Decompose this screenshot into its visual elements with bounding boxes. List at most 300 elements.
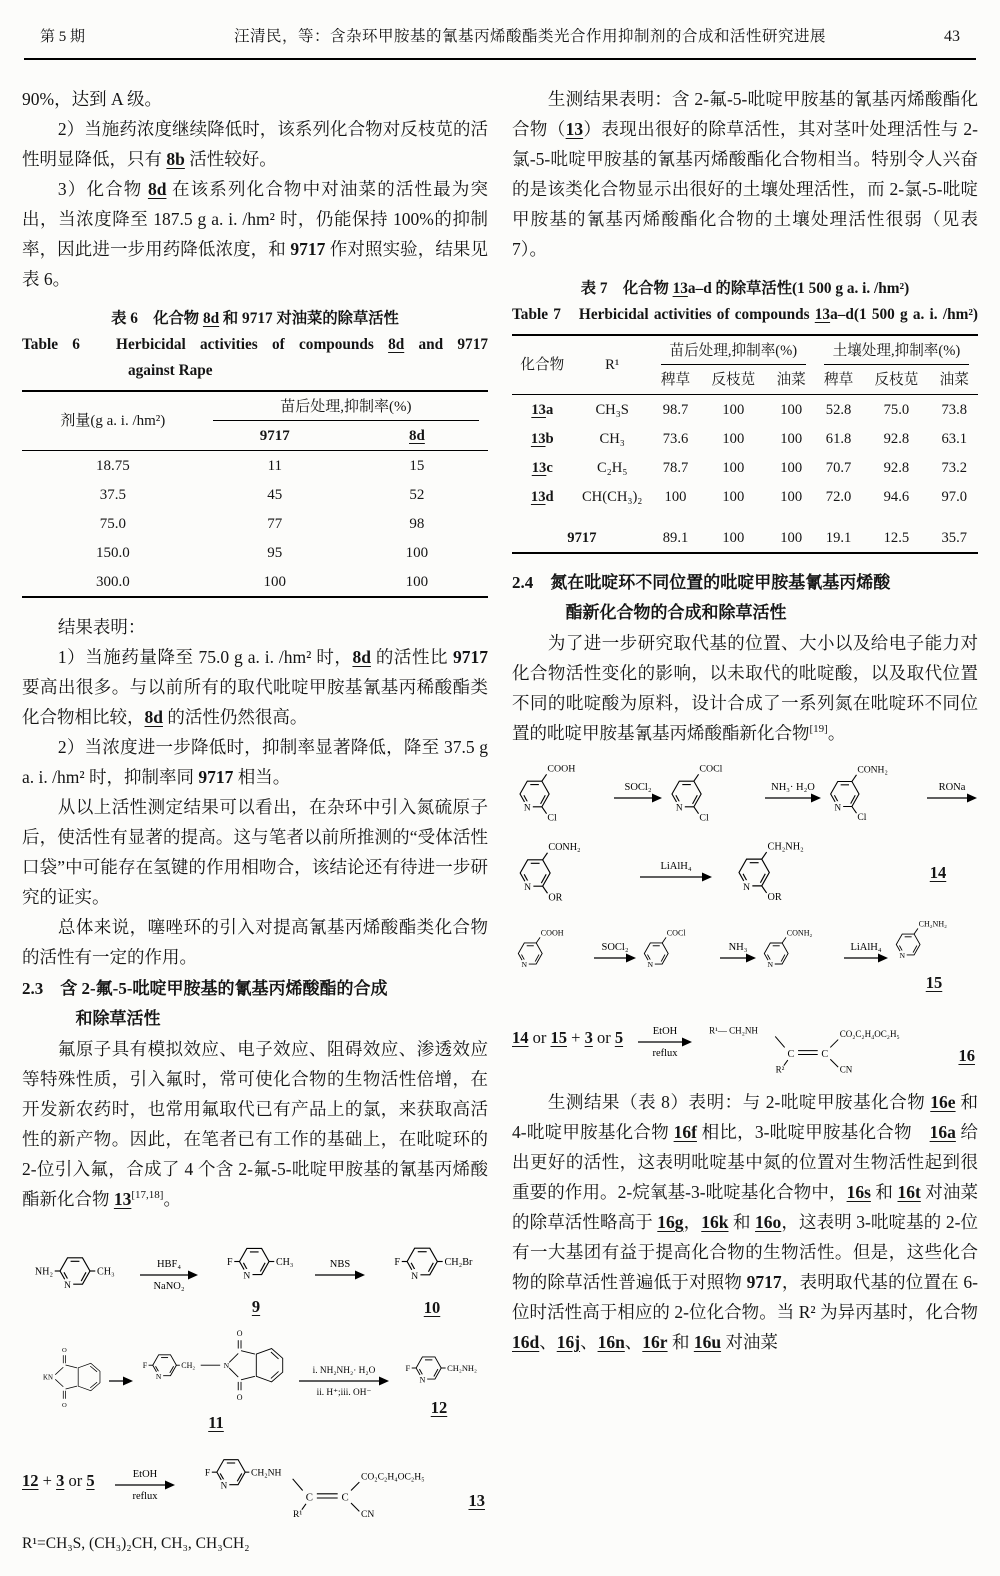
svg-text:NH₂: NH₂ xyxy=(34,1266,53,1278)
paragraph xyxy=(22,912,488,972)
text-segment: 3）化合物 xyxy=(57,179,148,199)
molecule-with-number xyxy=(209,1225,303,1316)
text-segment: 16j xyxy=(556,1332,581,1352)
molecule-pyridine xyxy=(22,1234,128,1308)
reaction-arrow xyxy=(719,931,757,977)
table-cell: 150.0 xyxy=(95,544,130,561)
scheme-row xyxy=(512,835,978,910)
svg-text:CH₂: CH₂ xyxy=(181,1361,196,1370)
text-segment: 。 xyxy=(827,723,846,743)
table-cell: 油菜 xyxy=(931,365,978,395)
table-cell: CH₃ xyxy=(599,430,625,447)
scheme-row xyxy=(512,997,978,1079)
reaction-scheme-13 xyxy=(22,1224,488,1524)
table-cell: 9717 xyxy=(567,529,597,546)
text-segment: 8d xyxy=(202,310,220,327)
svg-text:N: N xyxy=(521,960,528,970)
molecule-with-number xyxy=(376,1224,488,1317)
table-cell: 300.0 xyxy=(95,573,130,590)
paragraph xyxy=(22,792,488,912)
text-segment: a–d(1 500 g a. i. /hm²) xyxy=(830,306,978,323)
table-cell: 92.8 xyxy=(883,459,910,476)
table-cell: 63.1 xyxy=(941,430,968,447)
text-segment: or xyxy=(592,1028,615,1047)
svg-text:CH₂NH₂: CH₂NH₂ xyxy=(767,841,805,853)
table-cell: 78.7 xyxy=(662,459,689,476)
table-7-group1-header: 苗后处理,抑制率(%) xyxy=(652,335,815,365)
table-7-group2-header: 土壤处理,抑制率(%) xyxy=(815,335,978,365)
svg-text:COCl: COCl xyxy=(699,763,723,775)
table-6-dose-header: 剂量(g a. i. /hm²) xyxy=(22,391,204,451)
svg-text:N: N xyxy=(523,803,531,814)
reaction-arrow xyxy=(314,1248,366,1294)
text-segment: 8b xyxy=(166,149,185,169)
table-6-col-9717 xyxy=(204,421,346,451)
table-cell: 100 xyxy=(722,459,745,476)
molecule-pyridine xyxy=(512,924,592,983)
text-segment: 相当。 xyxy=(233,767,291,787)
text-segment: 2）当施药浓度继续降低时，该系列化合物对反枝苋的活性明显降低，只有 xyxy=(22,119,488,169)
compound-number: 11 xyxy=(208,1413,224,1432)
text-segment: Table 6 Herbicidal activities of compounds xyxy=(22,336,389,353)
paragraph xyxy=(22,1034,488,1214)
table-cell xyxy=(512,511,978,523)
svg-text:RONa: RONa xyxy=(938,782,966,793)
text-segment: 、 xyxy=(580,1332,598,1352)
table-row xyxy=(512,424,978,453)
text-segment: [17,18] xyxy=(131,1189,164,1202)
text-segment: 3 xyxy=(56,1470,65,1490)
text-segment: ，这表明 3-吡啶基的 2-位有一大基团有益于提高化合物的生物活性。但是，这些化合物的除草活性普遍低于对照物 xyxy=(512,1212,979,1292)
svg-text:OR: OR xyxy=(767,892,783,904)
text-segment: 16r xyxy=(642,1332,668,1352)
table-cell: 稗草 xyxy=(652,365,699,395)
reaction-lhs xyxy=(22,1466,95,1496)
text-segment: 、 xyxy=(624,1332,643,1352)
table-7-compound-header: 化合物 xyxy=(512,335,573,395)
text-segment: 表 6 化合物 xyxy=(111,310,203,327)
svg-text:CH₃: CH₃ xyxy=(275,1256,294,1268)
table-row xyxy=(22,480,488,509)
table-row xyxy=(512,395,978,425)
text-segment: Table 7 Herbicidal activities of compounds xyxy=(512,306,815,323)
svg-text:C: C xyxy=(305,1491,313,1504)
svg-text:N: N xyxy=(411,1270,419,1282)
text-segment: 的活性比 xyxy=(370,647,454,667)
molecule-with-number xyxy=(390,1337,488,1417)
table-cell: 13b xyxy=(530,430,554,447)
svg-text:R¹— CH₂NH: R¹— CH₂NH xyxy=(709,1025,758,1036)
svg-text:O: O xyxy=(236,1329,243,1339)
table-row xyxy=(22,509,488,538)
table-cell: 77 xyxy=(267,515,283,532)
scheme-row xyxy=(22,1437,488,1524)
table-cell: 13a xyxy=(531,401,554,418)
svg-text:CH₂Br: CH₂Br xyxy=(444,1257,473,1269)
molecule-cyanoacrylate-product xyxy=(196,1437,446,1524)
table-cell: C₂H₅ xyxy=(596,459,628,476)
text-segment: 13 xyxy=(565,119,584,139)
table-cell: 15 xyxy=(409,457,425,474)
text-segment: 8d xyxy=(147,179,167,199)
text-segment: 2）当浓度进一步降低时，抑制率显著降低，降至 37.5 g a. i. /hm² 时，抑制率同 xyxy=(22,737,488,787)
text-segment: 氟原子具有模拟效应、电子效应、阻碍效应、渗透效应等特殊性质，引入氟时，常可使化合物的生物活性倍增，在开发新农药时，也常用氟取代已有产品上的氯，来获取高活性的新产物。因此，在笔者已有工作的基础上，在吡啶环的 2-位引入氟，合成了 4 个含 2-氟-5-吡啶甲胺基的氰基丙烯酸酯新化合物 xyxy=(22,1039,488,1209)
text-segment: or xyxy=(64,1470,87,1490)
table-cell: 100 xyxy=(780,459,803,476)
table-7 xyxy=(512,334,978,554)
table-cell: 100 xyxy=(722,401,745,418)
table-cell: 73.8 xyxy=(941,401,968,418)
section-2-3-line1: 2.3 含 2-氟-5-吡啶甲胺基的氰基丙烯酸酯的合成 xyxy=(22,979,388,998)
svg-text:KN: KN xyxy=(43,1374,53,1382)
text-segment: 16e xyxy=(930,1092,956,1112)
table-cell: 100 xyxy=(263,573,287,590)
text-segment: 12 xyxy=(22,1470,39,1490)
reaction-arrow xyxy=(637,1015,693,1061)
svg-text:O: O xyxy=(62,1401,67,1409)
compound-number: 14 xyxy=(929,862,947,882)
table-6-col-8d xyxy=(346,421,488,451)
table-cell: 37.5 xyxy=(99,486,126,503)
paragraph xyxy=(22,732,488,792)
svg-text:SOCl₂: SOCl₂ xyxy=(624,782,652,793)
table-cell: 52.8 xyxy=(825,401,852,418)
table-cell: 35.7 xyxy=(941,529,968,546)
text-segment: ）表现出很好的除草活性，其对茎叶处理活性与 2-氯-5-吡啶甲胺基的氰基丙烯酸酯化合物相当。特别令人兴奋的是该类化合物显示出很好的土壤处理活性，而 2-氯-5-吡啶甲胺基的氰基丙烯酸酯化合物的土壤处理活性很弱（见表 7）。 xyxy=(512,119,979,259)
table-cell: CH₃S xyxy=(595,401,629,418)
text-segment: 、 xyxy=(539,1332,557,1352)
paragraph xyxy=(512,1087,978,1357)
text-segment: 16t xyxy=(897,1182,921,1202)
table-cell: 13c xyxy=(531,459,553,476)
table-cell: 100 xyxy=(722,430,745,447)
text-segment: 要高出很多。与以前所有的取代吡啶甲胺基氰基丙稀酸酯类化合物相比较， xyxy=(22,677,488,727)
svg-text:CONH₂: CONH₂ xyxy=(548,841,581,853)
svg-text:N: N xyxy=(64,1279,72,1291)
text-segment: 9717 xyxy=(198,767,234,787)
table-cell: 反枝苋 xyxy=(862,365,930,395)
table-cell: 75.0 xyxy=(883,401,910,418)
svg-text:CH₂NH₂: CH₂NH₂ xyxy=(447,1362,478,1373)
molecule-with-number xyxy=(134,1322,298,1432)
svg-text:CO₂C₂H₄OC₂H₅: CO₂C₂H₄OC₂H₅ xyxy=(839,1029,900,1040)
molecule-pyridine xyxy=(890,915,978,974)
text-segment: 16o xyxy=(755,1212,782,1232)
text-segment: + xyxy=(567,1028,585,1047)
compound-number: 9 xyxy=(251,1297,261,1316)
text-segment: 9717 xyxy=(453,647,489,667)
paragraph xyxy=(22,114,488,174)
text-segment: 16u xyxy=(693,1332,722,1352)
table-cell: 油菜 xyxy=(767,365,814,395)
svg-text:CH₂NH: CH₂NH xyxy=(250,1467,282,1479)
reaction-lhs xyxy=(512,1023,623,1053)
text-segment: 表 7 化合物 xyxy=(580,280,673,297)
text-segment: 15 xyxy=(550,1028,567,1047)
text-segment: 9717 xyxy=(259,427,290,444)
svg-text:LiAlH₄: LiAlH₄ xyxy=(850,941,882,953)
text-segment: 给出更好的活性，这表明吡啶基中氮的位置对生物活性起到很重要的作用。2-烷氧基-3-吡啶基化合物中， xyxy=(512,1122,978,1202)
svg-text:R²: R² xyxy=(775,1064,785,1075)
reaction-arrow xyxy=(639,850,713,896)
svg-text:LiAlH₄: LiAlH₄ xyxy=(660,860,692,872)
molecule-pyridine xyxy=(758,924,842,983)
table-cell: 52 xyxy=(409,486,425,503)
reaction-arrow xyxy=(593,931,637,977)
compound-number: 13 xyxy=(468,1491,485,1510)
table-6-caption-en-line2 xyxy=(128,358,488,384)
reaction-arrow xyxy=(926,771,978,817)
text-segment: 16g xyxy=(657,1212,684,1232)
svg-text:NH₃· H₂O: NH₃· H₂O xyxy=(771,782,816,793)
table-row xyxy=(22,451,488,481)
table-cell: 72.0 xyxy=(825,488,852,505)
compound-number: 15 xyxy=(925,973,943,992)
left-column xyxy=(22,84,488,1559)
compound-number: 12 xyxy=(430,1398,448,1417)
molecule-pyridine xyxy=(209,1225,303,1298)
paragraph xyxy=(22,612,488,642)
table-cell: 45 xyxy=(267,486,283,503)
svg-text:N: N xyxy=(899,951,905,961)
table-cell: 75.0 xyxy=(99,515,126,532)
text-segment: ， xyxy=(683,1212,702,1232)
paragraph xyxy=(22,174,488,294)
table-7-caption xyxy=(512,276,978,328)
svg-text:i. NH₂NH₂· H₂O: i. NH₂NH₂· H₂O xyxy=(312,1366,376,1376)
molecule-cyanoacrylate-product xyxy=(706,997,942,1079)
text-segment: 16a xyxy=(929,1122,956,1142)
svg-text:N: N xyxy=(834,802,842,813)
text-segment: 生测结果（表 8）表明：与 2-吡啶甲胺基化合物 xyxy=(547,1092,931,1112)
compound-number: 16 xyxy=(958,1046,975,1065)
text-segment: 3 xyxy=(584,1028,593,1047)
svg-text:ii. H⁺;iii. OH⁻: ii. H⁺;iii. OH⁻ xyxy=(316,1388,372,1398)
text-segment: 13 xyxy=(814,306,831,323)
text-segment: 相比，3-吡啶甲胺基化合物 xyxy=(696,1122,930,1142)
svg-text:R¹: R¹ xyxy=(292,1509,303,1521)
text-segment: a–d 的除草活性(1 500 g a. i. /hm²) xyxy=(687,280,910,297)
svg-text:F: F xyxy=(142,1361,148,1370)
text-segment: 8d xyxy=(352,647,371,667)
svg-text:N: N xyxy=(220,1480,228,1491)
text-segment: 活性较好。 xyxy=(184,149,277,169)
table-cell: 12.5 xyxy=(883,529,910,546)
issue-label: 第 5 期 xyxy=(40,29,86,45)
table-cell: 89.1 xyxy=(662,529,689,546)
molecule-pyridine xyxy=(512,836,620,910)
svg-text:HBF₄: HBF₄ xyxy=(156,1258,181,1270)
table-cell: 94.6 xyxy=(883,488,910,505)
molecule-pyridine xyxy=(731,835,845,910)
svg-text:OR: OR xyxy=(548,891,563,903)
compound-number: 10 xyxy=(423,1298,441,1317)
molecule-pyridine xyxy=(638,924,718,983)
table-cell: 73.6 xyxy=(662,430,689,447)
svg-text:Cl: Cl xyxy=(857,811,867,823)
text-segment: 8d xyxy=(388,336,405,353)
svg-text:F: F xyxy=(394,1257,400,1269)
table-row xyxy=(512,523,978,553)
molecule-pyridine xyxy=(823,759,925,829)
svg-text:N: N xyxy=(767,960,774,970)
molecule-pyridine xyxy=(664,758,764,830)
svg-text:CN: CN xyxy=(839,1064,853,1075)
text-segment: 16n xyxy=(597,1332,625,1352)
svg-text:COOH: COOH xyxy=(540,928,564,938)
svg-text:O: O xyxy=(236,1392,243,1402)
text-segment: 14 xyxy=(512,1028,529,1047)
scheme-row xyxy=(22,1224,488,1317)
text-segment: 作对照实验，结果见表 6。 xyxy=(22,239,489,289)
section-2-3-heading xyxy=(22,974,488,1034)
text-segment: 1）当施药量降至 75.0 g a. i. /hm² 时， xyxy=(57,647,353,667)
text-segment: 8d xyxy=(409,427,425,444)
text-segment: ，表明取代基的位置在 6-位时活性高于相应的 2-位化合物。当 R² 为异丙基时，化合物 xyxy=(512,1272,979,1322)
section-2-3-line2: 和除草活性 xyxy=(75,1009,161,1028)
r1-substituents-line: R¹=CH₃S, (CH₃)₂CH, CH₃, CH₃CH₂ xyxy=(22,1535,250,1552)
molecule-pyridine xyxy=(390,1337,488,1399)
svg-text:SOCl₂: SOCl₂ xyxy=(601,941,629,953)
svg-text:N: N xyxy=(647,960,654,970)
paragraph xyxy=(512,628,978,748)
table-row xyxy=(22,567,488,597)
text-segment: 从以上活性测定结果可以看出，在杂环中引入氮硫原子后，使活性有显著的提高。这与笔者以前所推测的“受体活性口袋”中可能存在氢键的作用相吻合，该结论还有待进一步研究的证实。 xyxy=(22,797,488,907)
svg-text:C: C xyxy=(821,1048,829,1060)
two-column-body xyxy=(22,84,978,1559)
table-cell: 100 xyxy=(722,529,745,546)
reaction-arrow xyxy=(613,771,663,817)
table-cell: 稗草 xyxy=(815,365,862,395)
svg-text:NH₃: NH₃ xyxy=(728,941,748,953)
text-segment: 13 xyxy=(672,280,688,297)
table-cell: 100 xyxy=(405,573,429,590)
svg-text:N: N xyxy=(155,1371,162,1381)
svg-text:reflux: reflux xyxy=(651,1048,678,1059)
text-segment: 。 xyxy=(163,1189,181,1209)
svg-text:CH₃: CH₃ xyxy=(97,1266,115,1278)
svg-text:COCl: COCl xyxy=(666,928,686,938)
table-cell: 100 xyxy=(664,488,687,505)
svg-text:N: N xyxy=(524,881,532,893)
table-cell: 19.1 xyxy=(825,529,852,546)
table-6-caption-cn xyxy=(22,306,488,332)
table-cell: 13d xyxy=(530,488,554,505)
text-segment: 16f xyxy=(673,1122,697,1142)
svg-text:CH₂NH₂: CH₂NH₂ xyxy=(918,919,947,929)
reaction-arrow xyxy=(108,1354,134,1400)
scheme-row xyxy=(512,758,978,830)
molecule-potassium-phthalimide xyxy=(22,1339,108,1415)
right-column xyxy=(512,84,978,1559)
svg-text:F: F xyxy=(204,1467,211,1479)
svg-text:COOH: COOH xyxy=(547,763,576,775)
text-segment: 总体来说，噻唑环的引入对提高氰基丙烯酸酯类化合物的活性有一定的作用。 xyxy=(22,917,488,967)
text-segment: 16d xyxy=(512,1332,540,1352)
text-segment: against Rape xyxy=(128,362,213,379)
text-segment: 16s xyxy=(846,1182,871,1202)
svg-text:CO₂C₂H₄OC₂H₅: CO₂C₂H₄OC₂H₅ xyxy=(360,1471,425,1483)
svg-text:F: F xyxy=(405,1362,411,1373)
table-6-caption-en xyxy=(22,332,488,358)
svg-text:F: F xyxy=(226,1256,233,1268)
table-cell: 61.8 xyxy=(825,430,852,447)
svg-text:NaNO₂: NaNO₂ xyxy=(152,1280,185,1292)
table-spacer-row xyxy=(512,511,978,523)
text-segment: 13 xyxy=(113,1189,132,1209)
reaction-arrow xyxy=(114,1458,176,1504)
text-segment: 5 xyxy=(614,1028,624,1047)
svg-text:reflux: reflux xyxy=(132,1490,158,1502)
table-cell: 92.8 xyxy=(883,430,910,447)
reaction-scheme-14-15-16 xyxy=(512,758,978,1079)
text-segment: 和 4-吡啶甲胺基化合物 xyxy=(512,1092,978,1142)
text-segment: 9717 xyxy=(746,1272,782,1292)
table-7-r1-header: R¹ xyxy=(573,335,652,395)
svg-text:N: N xyxy=(743,881,751,893)
table-cell: 反枝苋 xyxy=(699,365,767,395)
section-2-4-line2: 酯新化合物的合成和除草活性 xyxy=(565,603,787,622)
table-7-caption-en xyxy=(512,302,978,328)
svg-text:CN: CN xyxy=(360,1509,375,1521)
svg-text:CONH₂: CONH₂ xyxy=(857,764,889,776)
reaction-arrow xyxy=(139,1248,199,1294)
text-segment: 9717 xyxy=(290,239,326,259)
paragraph xyxy=(22,642,488,732)
text-segment: 和 xyxy=(728,1212,756,1232)
table-cell: 100 xyxy=(780,488,803,505)
table-row xyxy=(512,453,978,482)
section-2-4-heading xyxy=(512,568,978,628)
table-7-caption-cn xyxy=(512,276,978,302)
table-row xyxy=(512,482,978,511)
table-cell: 98 xyxy=(409,515,425,532)
svg-text:C: C xyxy=(341,1491,349,1504)
text-segment: 8d xyxy=(144,707,163,727)
text-segment: 5 xyxy=(86,1470,95,1490)
paragraph xyxy=(22,84,488,114)
text-segment: 和 9717 对油菜的除草活性 xyxy=(219,310,399,327)
reaction-arrow xyxy=(298,1354,390,1400)
running-title: 汪清民，等：含杂环甲胺基的氰基丙烯酸酯类光合作用抑制剂的合成和活性研究进展 xyxy=(233,28,826,45)
text-segment: 90%，达到 A 级。 xyxy=(22,89,162,109)
text-segment: or xyxy=(528,1028,551,1047)
molecule-with-number xyxy=(890,915,978,992)
reaction-arrow xyxy=(843,931,889,977)
table-row xyxy=(22,538,488,567)
svg-text:O: O xyxy=(62,1346,67,1354)
text-segment: and 9717 xyxy=(404,336,489,353)
svg-text:NBS: NBS xyxy=(329,1258,350,1270)
svg-text:N: N xyxy=(675,803,683,814)
svg-text:EtOH: EtOH xyxy=(132,1468,158,1480)
table-cell: 70.7 xyxy=(825,459,852,476)
text-segment: 对油菜 xyxy=(721,1332,778,1352)
text-segment: 在该系列化合物中对油菜的活性最为突出，当浓度降至 187.5 g a. i. /hm² 时，仍能保持 100%的抑制率，因此进一步用药降低浓度，和 xyxy=(22,179,489,259)
scheme-row xyxy=(22,1322,488,1432)
table-6-caption xyxy=(22,306,488,384)
table-cell: 100 xyxy=(722,488,745,505)
table-6-span-header: 苗后处理,抑制率(%) xyxy=(204,391,488,421)
molecule-11-phthalimide-adduct xyxy=(134,1322,298,1414)
text-segment: 结果表明： xyxy=(57,617,146,637)
header-rule xyxy=(24,58,976,60)
svg-text:N: N xyxy=(223,1361,230,1370)
scheme-row xyxy=(512,915,978,992)
molecule-pyridine xyxy=(512,758,612,830)
svg-text:Cl: Cl xyxy=(547,812,557,824)
svg-text:EtOH: EtOH xyxy=(652,1026,677,1037)
